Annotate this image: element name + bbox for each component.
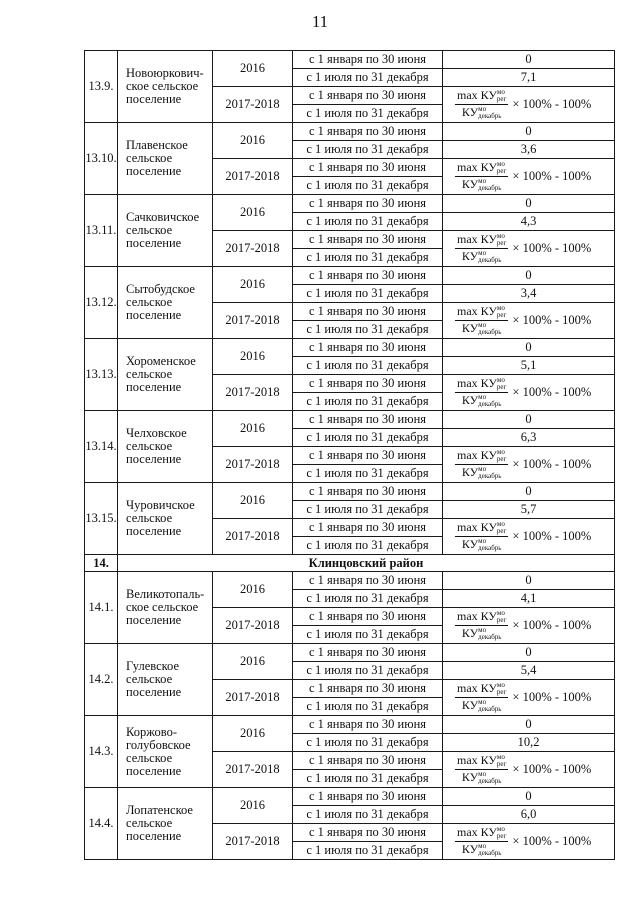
period-cell: с 1 января по 30 июня (293, 411, 443, 429)
formula-fraction (455, 449, 508, 481)
period-cell: с 1 июля по 31 декабря (293, 321, 443, 339)
formula-sub: декабрь (478, 400, 502, 409)
formula-tail: × 100% - 100% (512, 385, 592, 399)
settlement-name-line: Лопатенское (126, 803, 193, 817)
formula-max-label: max КУ (457, 519, 497, 534)
formula-denominator (455, 537, 508, 552)
table-row (85, 195, 615, 213)
year-cell: 2016 (213, 644, 293, 680)
formula-sub: декабрь (478, 184, 502, 193)
period-cell: с 1 июля по 31 декабря (293, 213, 443, 231)
period-cell: с 1 января по 30 июня (293, 788, 443, 806)
formula-sub: рег (496, 383, 507, 391)
formula-max-label: max КУ (457, 159, 497, 174)
formula-tail: × 100% - 100% (512, 97, 592, 111)
tariff-table (84, 50, 615, 860)
period-cell: с 1 января по 30 июня (293, 752, 443, 770)
row-number: 13.13. (85, 339, 118, 411)
year-cell: 2016 (213, 483, 293, 519)
formula-fraction (455, 826, 508, 858)
formula-tail: × 100% - 100% (512, 690, 592, 704)
formula-sup: мо (478, 177, 487, 186)
formula-tail: × 100% - 100% (512, 529, 592, 543)
formula-sub: рег (496, 311, 507, 319)
formula-sub: декабрь (478, 705, 502, 714)
settlement-name-line: поселение (126, 685, 182, 699)
value-cell: 3,6 (443, 141, 615, 159)
row-number: 13.11. (85, 195, 118, 267)
formula-tail: × 100% - 100% (512, 834, 592, 848)
settlement-name-line: Сачковичское (126, 210, 200, 224)
period-cell: с 1 января по 30 июня (293, 644, 443, 662)
formula-numerator (455, 233, 508, 249)
period-cell: с 1 января по 30 июня (293, 447, 443, 465)
period-cell: с 1 января по 30 июня (293, 483, 443, 501)
period-cell: с 1 июля по 31 декабря (293, 249, 443, 267)
formula-ku-label: КУ (461, 537, 479, 551)
table-row (85, 123, 615, 141)
year-cell: 2017-2018 (213, 375, 293, 411)
formula-denominator (455, 321, 508, 336)
settlement-name-line: сельское (126, 816, 173, 830)
formula-ku-label: КУ (461, 842, 479, 856)
period-cell: с 1 января по 30 июня (293, 123, 443, 141)
settlement-name (118, 572, 213, 644)
formula-fraction (455, 610, 508, 642)
settlement-name (118, 483, 213, 555)
formula-max-label: max КУ (457, 752, 497, 767)
year-cell: 2017-2018 (213, 87, 293, 123)
settlement-name-line: сельское (126, 511, 173, 525)
year-cell: 2016 (213, 51, 293, 87)
formula-denominator (455, 465, 508, 480)
row-number: 13.15. (85, 483, 118, 555)
formula-max-label: max КУ (457, 375, 497, 390)
formula-sub: рег (496, 167, 507, 175)
row-number: 14.1. (85, 572, 118, 644)
formula-sup: мо (496, 448, 505, 456)
settlement-name (118, 123, 213, 195)
formula-sup: мо (496, 609, 505, 617)
formula-numerator (455, 89, 508, 105)
formula-sup: мо (478, 105, 487, 114)
formula-denominator (455, 698, 508, 713)
period-cell: с 1 июля по 31 декабря (293, 734, 443, 752)
settlement-name-line: Коржово- (126, 724, 178, 739)
formula-max-label: max КУ (457, 87, 497, 102)
row-number: 13.14. (85, 411, 118, 483)
formula-tail: × 100% - 100% (512, 169, 592, 183)
value-cell: 0 (443, 411, 615, 429)
formula-sub: декабрь (478, 633, 502, 642)
settlement-name (118, 644, 213, 716)
formula-sup: мо (496, 753, 505, 761)
row-number: 14.4. (85, 788, 118, 860)
value-cell: 10,2 (443, 734, 615, 752)
value-cell: 6,0 (443, 806, 615, 824)
settlement-name-line: Великотопаль- (126, 587, 205, 601)
value-cell: 0 (443, 123, 615, 141)
formula-sup: мо (496, 232, 505, 240)
formula-ku-label: КУ (461, 698, 479, 712)
formula-denominator (455, 105, 508, 120)
formula-sub: рег (496, 455, 507, 463)
period-cell: с 1 января по 30 июня (293, 680, 443, 698)
period-cell: с 1 июля по 31 декабря (293, 537, 443, 555)
year-cell: 2017-2018 (213, 447, 293, 483)
formula-sup: мо (478, 698, 487, 707)
period-cell: с 1 июля по 31 декабря (293, 662, 443, 680)
formula-ku-label: КУ (461, 626, 479, 640)
settlement-name-line: поселение (126, 613, 182, 627)
table-row (85, 644, 615, 662)
settlement-name-line: сельское (126, 750, 173, 765)
settlement-name-line: поселение (126, 164, 182, 178)
formula-numerator (455, 305, 508, 321)
value-cell: 4,1 (443, 590, 615, 608)
settlement-name-line: голубовское (126, 737, 191, 752)
page-number: 11 (311, 12, 329, 31)
period-cell: с 1 июля по 31 декабря (293, 141, 443, 159)
formula-sup: мо (496, 825, 505, 833)
period-cell: с 1 января по 30 июня (293, 303, 443, 321)
period-cell: с 1 января по 30 июня (293, 716, 443, 734)
formula-sup: мо (478, 393, 487, 402)
formula-numerator (455, 610, 508, 626)
settlement-name-line: Хороменское (126, 354, 196, 368)
settlement-name-line: сельское (126, 151, 173, 165)
year-cell: 2016 (213, 572, 293, 608)
period-cell: с 1 января по 30 июня (293, 87, 443, 105)
formula-sup: мо (496, 304, 505, 312)
formula-tail: × 100% - 100% (512, 241, 592, 255)
section-header-row (85, 555, 615, 572)
formula-cell (443, 375, 615, 411)
formula-denominator (455, 842, 508, 857)
formula-fraction (455, 161, 508, 193)
settlement-name-line: сельское (126, 295, 173, 309)
formula-sub: рег (496, 688, 507, 696)
period-cell: с 1 июля по 31 декабря (293, 806, 443, 824)
table-row (85, 788, 615, 806)
year-cell: 2017-2018 (213, 303, 293, 339)
period-cell: с 1 июля по 31 декабря (293, 842, 443, 860)
formula-tail: × 100% - 100% (512, 762, 592, 776)
settlement-name-line: Новоюркович- (126, 66, 204, 80)
settlement-name-line: поселение (126, 380, 182, 394)
period-cell: с 1 июля по 31 декабря (293, 698, 443, 716)
period-cell: с 1 июля по 31 декабря (293, 429, 443, 447)
formula-sub: рег (496, 760, 507, 768)
period-cell: с 1 июля по 31 декабря (293, 465, 443, 483)
period-cell: с 1 июля по 31 декабря (293, 285, 443, 303)
period-cell: с 1 июля по 31 декабря (293, 626, 443, 644)
formula-sup: мо (478, 770, 487, 779)
formula-denominator (455, 177, 508, 192)
formula-max-label: max КУ (457, 303, 497, 318)
formula-sup: мо (478, 249, 487, 258)
table-row (85, 572, 615, 590)
table-row (85, 411, 615, 429)
table-row (85, 483, 615, 501)
period-cell: с 1 июля по 31 декабря (293, 105, 443, 123)
formula-sup: мо (478, 321, 487, 330)
formula-cell (443, 231, 615, 267)
year-cell: 2016 (213, 195, 293, 231)
formula-denominator (455, 770, 508, 785)
settlement-name (118, 51, 213, 123)
year-cell: 2016 (213, 788, 293, 824)
formula-tail: × 100% - 100% (512, 618, 592, 632)
formula-cell (443, 752, 615, 788)
formula-tail: × 100% - 100% (512, 457, 592, 471)
formula-denominator (455, 393, 508, 408)
formula-sub: декабрь (478, 112, 502, 121)
formula-cell (443, 608, 615, 644)
settlement-name-line: Гулевское (126, 659, 180, 673)
value-cell: 0 (443, 195, 615, 213)
formula-cell (443, 824, 615, 860)
row-number: 13.10. (85, 123, 118, 195)
formula-fraction (455, 521, 508, 553)
formula-cell (443, 447, 615, 483)
formula-sub: декабрь (478, 849, 502, 858)
formula-denominator (455, 249, 508, 264)
value-cell: 7,1 (443, 69, 615, 87)
year-cell: 2016 (213, 716, 293, 752)
period-cell: с 1 января по 30 июня (293, 572, 443, 590)
period-cell: с 1 июля по 31 декабря (293, 69, 443, 87)
period-cell: с 1 июля по 31 декабря (293, 590, 443, 608)
settlement-name-line: поселение (126, 524, 182, 538)
table-row (85, 267, 615, 285)
formula-sub: рег (496, 95, 507, 103)
table-row (85, 51, 615, 69)
period-cell: с 1 июля по 31 декабря (293, 393, 443, 411)
formula-fraction (455, 233, 508, 265)
formula-numerator (455, 377, 508, 393)
formula-sup: мо (478, 465, 487, 474)
formula-ku-label: КУ (461, 249, 479, 263)
formula-sub: рег (496, 527, 507, 535)
formula-sup: мо (496, 160, 505, 168)
formula-cell (443, 159, 615, 195)
formula-ku-label: КУ (461, 465, 479, 479)
value-cell: 4,3 (443, 213, 615, 231)
year-cell: 2017-2018 (213, 824, 293, 860)
value-cell: 0 (443, 788, 615, 806)
formula-sub: рег (496, 616, 507, 624)
formula-sub: декабрь (478, 328, 502, 337)
year-cell: 2016 (213, 411, 293, 447)
formula-sub: рег (496, 239, 507, 247)
formula-fraction (455, 377, 508, 409)
formula-ku-label: КУ (461, 177, 479, 191)
value-cell: 0 (443, 51, 615, 69)
formula-ku-label: КУ (461, 105, 479, 119)
formula-sub: рег (496, 832, 507, 840)
settlement-name (118, 788, 213, 860)
settlement-name-line: Плавенское (126, 138, 188, 152)
period-cell: с 1 января по 30 июня (293, 195, 443, 213)
formula-numerator (455, 521, 508, 537)
settlement-name (118, 339, 213, 411)
settlement-name-line: поселение (126, 308, 182, 322)
value-cell: 0 (443, 572, 615, 590)
row-number: 13.9. (85, 51, 118, 123)
table-row (85, 716, 615, 734)
settlement-name-line: сельское (126, 223, 173, 237)
formula-ku-label: КУ (461, 770, 479, 784)
value-cell: 5,7 (443, 501, 615, 519)
settlement-name-line: Сытобудское (126, 282, 195, 296)
settlement-name-line: сельское (126, 672, 173, 686)
formula-numerator (455, 682, 508, 698)
period-cell: с 1 января по 30 июня (293, 824, 443, 842)
section-title: Клинцовский район (118, 555, 615, 572)
settlement-name-line: Челховское (126, 426, 187, 440)
period-cell: с 1 июля по 31 декабря (293, 501, 443, 519)
formula-cell (443, 680, 615, 716)
formula-ku-label: КУ (461, 393, 479, 407)
settlement-name-line: ское сельское (126, 79, 199, 93)
formula-numerator (455, 449, 508, 465)
value-cell: 0 (443, 716, 615, 734)
formula-numerator (455, 161, 508, 177)
value-cell: 5,1 (443, 357, 615, 375)
formula-fraction (455, 754, 508, 786)
row-number: 13.12. (85, 267, 118, 339)
settlement-name-line: поселение (126, 92, 182, 106)
year-cell: 2017-2018 (213, 519, 293, 555)
row-number: 14.2. (85, 644, 118, 716)
settlement-name-line: ское сельское (126, 600, 199, 614)
formula-max-label: max КУ (457, 824, 497, 839)
year-cell: 2017-2018 (213, 608, 293, 644)
value-cell: 3,4 (443, 285, 615, 303)
year-cell: 2016 (213, 267, 293, 303)
formula-ku-label: КУ (461, 321, 479, 335)
period-cell: с 1 января по 30 июня (293, 267, 443, 285)
settlement-name (118, 716, 213, 788)
value-cell: 0 (443, 644, 615, 662)
value-cell: 6,3 (443, 429, 615, 447)
formula-sub: декабрь (478, 777, 502, 786)
formula-fraction (455, 305, 508, 337)
row-number: 14.3. (85, 716, 118, 788)
formula-numerator (455, 754, 508, 770)
formula-cell (443, 87, 615, 123)
year-cell: 2017-2018 (213, 680, 293, 716)
formula-sub: декабрь (478, 472, 502, 481)
formula-sup: мо (496, 376, 505, 384)
settlement-name-line: поселение (126, 763, 182, 778)
period-cell: с 1 января по 30 июня (293, 231, 443, 249)
table-row (85, 339, 615, 357)
year-cell: 2016 (213, 123, 293, 159)
period-cell: с 1 июля по 31 декабря (293, 177, 443, 195)
year-cell: 2016 (213, 339, 293, 375)
value-cell: 0 (443, 483, 615, 501)
value-cell: 0 (443, 339, 615, 357)
formula-tail: × 100% - 100% (512, 313, 592, 327)
period-cell: с 1 июля по 31 декабря (293, 357, 443, 375)
year-cell: 2017-2018 (213, 231, 293, 267)
formula-numerator (455, 826, 508, 842)
formula-max-label: max КУ (457, 680, 497, 695)
formula-sup: мо (478, 842, 487, 851)
formula-fraction (455, 89, 508, 121)
formula-max-label: max КУ (457, 447, 497, 462)
formula-sub: декабрь (478, 544, 502, 553)
formula-sup: мо (496, 681, 505, 689)
settlement-name-line: сельское (126, 439, 173, 453)
settlement-name (118, 267, 213, 339)
section-number: 14. (85, 555, 118, 572)
formula-sup: мо (496, 520, 505, 528)
settlement-name (118, 195, 213, 267)
formula-sub: декабрь (478, 256, 502, 265)
formula-cell (443, 519, 615, 555)
year-cell: 2017-2018 (213, 159, 293, 195)
formula-sup: мо (478, 537, 487, 546)
value-cell: 0 (443, 267, 615, 285)
period-cell: с 1 июля по 31 декабря (293, 770, 443, 788)
period-cell: с 1 января по 30 июня (293, 159, 443, 177)
formula-denominator (455, 626, 508, 641)
period-cell: с 1 января по 30 июня (293, 51, 443, 69)
period-cell: с 1 января по 30 июня (293, 339, 443, 357)
formula-fraction (455, 682, 508, 714)
year-cell: 2017-2018 (213, 752, 293, 788)
period-cell: с 1 января по 30 июня (293, 375, 443, 393)
settlement-name (118, 411, 213, 483)
value-cell: 5,4 (443, 662, 615, 680)
settlement-name-line: сельское (126, 367, 173, 381)
settlement-name-line: поселение (126, 829, 182, 843)
settlement-name-line: Чуровичское (126, 498, 195, 512)
formula-sup: мо (478, 626, 487, 635)
formula-max-label: max КУ (457, 231, 497, 246)
settlement-name-line: поселение (126, 236, 182, 250)
formula-cell (443, 303, 615, 339)
formula-sup: мо (496, 88, 505, 96)
formula-max-label: max КУ (457, 608, 497, 623)
period-cell: с 1 января по 30 июня (293, 519, 443, 537)
period-cell: с 1 января по 30 июня (293, 608, 443, 626)
settlement-name-line: поселение (126, 452, 182, 466)
